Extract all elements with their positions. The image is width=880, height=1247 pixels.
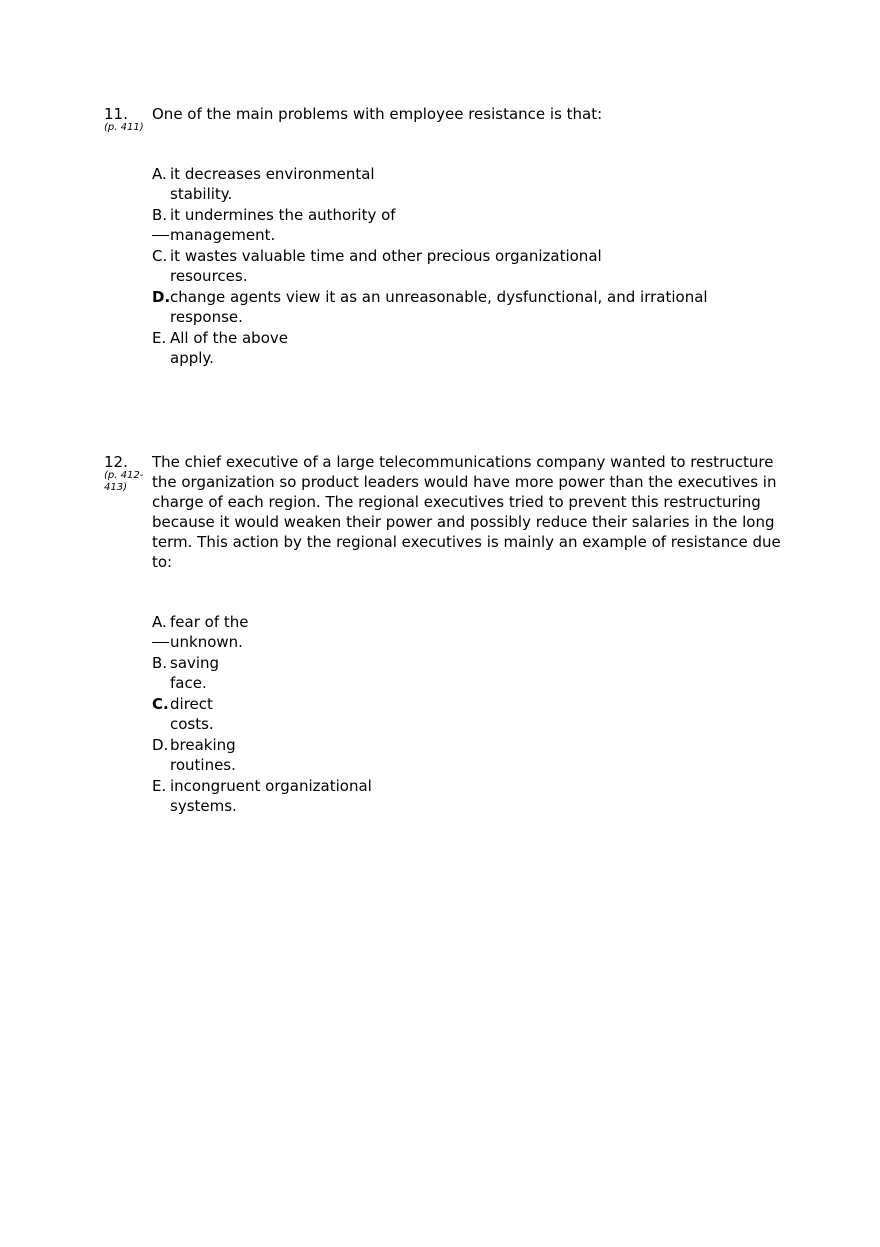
choice-letter: A. (152, 613, 167, 631)
choice-text: All of the above apply. (170, 329, 288, 367)
choice-letter: D. (152, 288, 171, 306)
choice-letter: D. (152, 736, 169, 754)
answer-choices (152, 164, 782, 369)
choice-text: incongruent organizational systems. (170, 777, 372, 815)
answer-blank (152, 235, 169, 236)
choice-text: it decreases environmental stability. (170, 165, 375, 203)
choice-d (152, 735, 782, 775)
choice-a (152, 164, 782, 204)
choice-e (152, 776, 782, 816)
choice-e (152, 328, 782, 368)
question-number: 12. (104, 453, 128, 471)
question-stem: The chief executive of a large telecommunications company wanted to restructure the organization so product leaders would have more power than the executives in charge of each region. The regional executives tried to prevent this restructuring because it would weaken their power and possibly reduce their salaries in the long term. This action by the regional executives is mainly an example of resistance due to: (152, 453, 781, 571)
choice-text: saving face. (170, 654, 220, 692)
choice-d-correct (152, 287, 782, 327)
choice-letter: B. (152, 654, 168, 672)
choice-b (152, 205, 782, 245)
page-reference: (p. 411) (104, 122, 144, 133)
choice-c (152, 246, 782, 286)
choice-letter: A. (152, 165, 167, 183)
choice-b (152, 653, 782, 693)
choice-letter: E. (152, 777, 167, 795)
page-reference: (p. 412-413) (104, 470, 144, 493)
choice-text: it wastes valuable time and other precious organizational resources. (170, 247, 602, 285)
choice-letter: C. (152, 247, 168, 265)
question-stem: One of the main problems with employee resistance is that: (152, 105, 603, 123)
answer-blank (152, 642, 169, 643)
question-number: 11. (104, 105, 128, 123)
choice-letter: B. (152, 206, 168, 224)
choice-a (152, 612, 782, 652)
choice-text: it undermines the authority of management. (170, 206, 396, 244)
choice-c-correct (152, 694, 782, 734)
choice-text: fear of the unknown. (170, 613, 249, 651)
answer-choices (152, 612, 782, 817)
choice-text: change agents view it as an unreasonable, dysfunctional, and irrational response. (170, 288, 708, 326)
choice-letter: C. (152, 695, 169, 713)
choice-letter: E. (152, 329, 167, 347)
choice-text: direct costs. (170, 695, 214, 733)
choice-text: breaking routines. (170, 736, 236, 774)
